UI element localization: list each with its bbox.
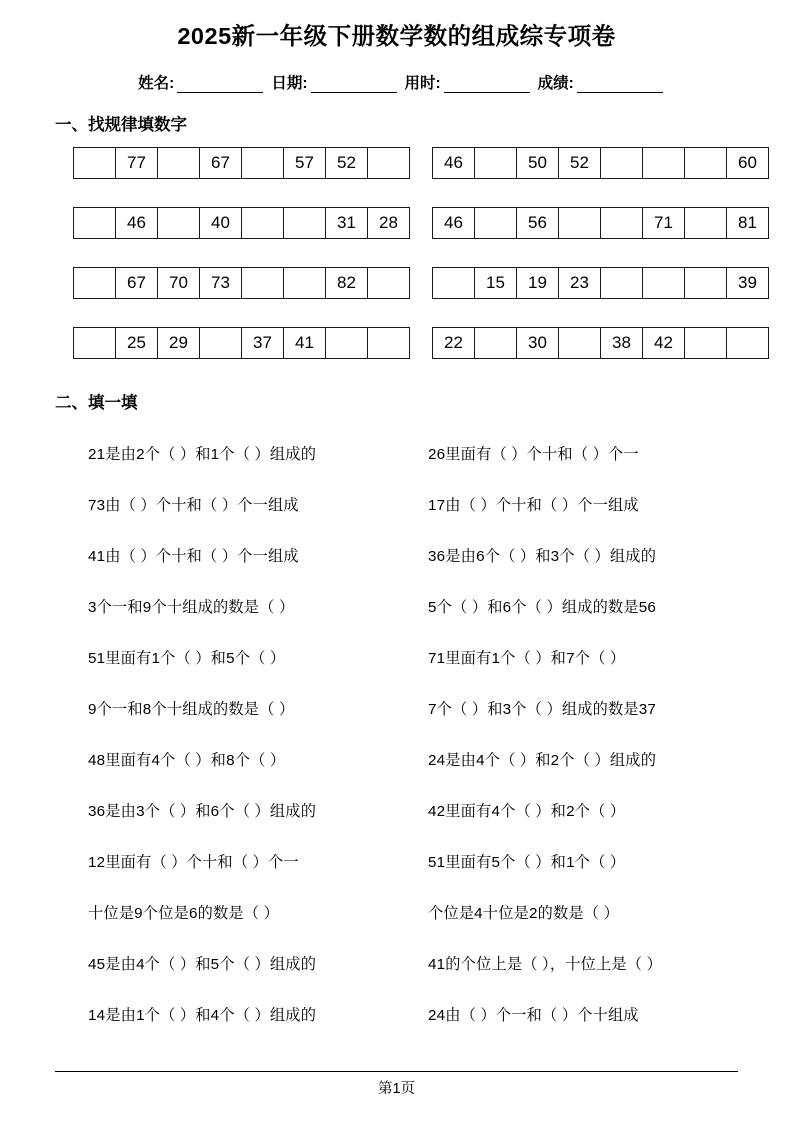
grid-cell[interactable] bbox=[685, 148, 727, 179]
grid-cell[interactable] bbox=[727, 328, 769, 359]
grid-spacer bbox=[410, 207, 432, 239]
info-blank-score[interactable] bbox=[577, 78, 663, 93]
grid-cell[interactable]: 56 bbox=[517, 208, 559, 239]
grid-cell[interactable] bbox=[559, 208, 601, 239]
grid-cell[interactable] bbox=[643, 148, 685, 179]
grid-cell[interactable]: 46 bbox=[116, 208, 158, 239]
grid-cell[interactable] bbox=[601, 208, 643, 239]
section-heading-find-pattern: 一、找规律填数字 bbox=[55, 116, 187, 135]
grid-cell[interactable]: 15 bbox=[475, 268, 517, 299]
fill-in-item[interactable]: 17由（ ）个十和（ ）个一组成 bbox=[428, 497, 639, 515]
grid-cell[interactable]: 52 bbox=[559, 148, 601, 179]
grid-cell[interactable] bbox=[200, 328, 242, 359]
number-table-4-right bbox=[432, 327, 769, 359]
grid-cell[interactable] bbox=[475, 208, 517, 239]
grid-row-2 bbox=[0, 207, 793, 239]
fill-in-item[interactable]: 42里面有4个（ ）和2个（ ） bbox=[428, 803, 626, 821]
grid-cell[interactable]: 19 bbox=[517, 268, 559, 299]
grid-spacer bbox=[410, 327, 432, 359]
info-label-time-used: 用时: bbox=[404, 75, 441, 93]
fill-in-item[interactable]: 个位是4十位是2的数是（ ） bbox=[428, 905, 619, 923]
fill-in-item[interactable]: 45是由4个（ ）和5个（ ）组成的 bbox=[88, 956, 317, 974]
grid-cell[interactable] bbox=[559, 328, 601, 359]
grid-cell[interactable]: 29 bbox=[158, 328, 200, 359]
fill-in-item[interactable]: 7个（ ）和3个（ ）组成的数是37 bbox=[428, 701, 657, 719]
grid-cell[interactable]: 38 bbox=[601, 328, 643, 359]
number-table-3-right bbox=[432, 267, 769, 299]
fill-in-item[interactable]: 26里面有（ ）个十和（ ）个一 bbox=[428, 446, 639, 464]
grid-cell[interactable] bbox=[242, 208, 284, 239]
grid-cell[interactable] bbox=[74, 328, 116, 359]
fill-in-item[interactable]: 36是由6个（ ）和3个（ ）组成的 bbox=[428, 548, 657, 566]
grid-cell[interactable] bbox=[475, 328, 517, 359]
grid-cell[interactable]: 37 bbox=[242, 328, 284, 359]
grid-cell[interactable] bbox=[433, 268, 475, 299]
grid-cell[interactable]: 22 bbox=[433, 328, 475, 359]
fill-in-item[interactable]: 21是由2个（ ）和1个（ ）组成的 bbox=[88, 446, 317, 464]
info-blank-time-used[interactable] bbox=[444, 78, 530, 93]
info-field-date bbox=[271, 71, 396, 93]
fill-in-item[interactable]: 24由（ ）个一和（ ）个十组成 bbox=[428, 1007, 639, 1025]
grid-cell[interactable]: 25 bbox=[116, 328, 158, 359]
fill-in-item[interactable]: 73由（ ）个十和（ ）个一组成 bbox=[88, 497, 299, 515]
grid-cell[interactable] bbox=[158, 208, 200, 239]
info-label-date: 日期: bbox=[271, 75, 308, 93]
grid-cell[interactable]: 81 bbox=[727, 208, 769, 239]
info-field-score bbox=[538, 71, 663, 93]
fill-in-item[interactable]: 12里面有（ ）个十和（ ）个一 bbox=[88, 854, 299, 872]
grid-cell[interactable] bbox=[284, 268, 326, 299]
grid-cell[interactable]: 23 bbox=[559, 268, 601, 299]
grid-cell[interactable] bbox=[326, 328, 368, 359]
fill-in-questions bbox=[0, 429, 793, 1041]
grid-cell[interactable] bbox=[643, 268, 685, 299]
grid-row-1 bbox=[0, 147, 793, 179]
grid-cell[interactable]: 52 bbox=[326, 148, 368, 179]
grid-cell[interactable] bbox=[74, 268, 116, 299]
grid-cell[interactable]: 30 bbox=[517, 328, 559, 359]
fill-in-item[interactable]: 36是由3个（ ）和6个（ ）组成的 bbox=[88, 803, 317, 821]
grid-cell[interactable] bbox=[685, 268, 727, 299]
grid-spacer bbox=[410, 147, 432, 179]
page-number-label: 第1页 bbox=[377, 1081, 416, 1097]
grid-cell[interactable] bbox=[475, 148, 517, 179]
fill-in-column-left bbox=[88, 429, 428, 1041]
grid-spacer bbox=[410, 267, 432, 299]
grid-cell[interactable]: 57 bbox=[284, 148, 326, 179]
fill-in-item[interactable]: 71里面有1个（ ）和7个（ ） bbox=[428, 650, 626, 668]
fill-in-item[interactable]: 3个一和9个十组成的数是（ ） bbox=[88, 599, 295, 617]
fill-in-item[interactable]: 14是由1个（ ）和4个（ ）组成的 bbox=[88, 1007, 317, 1025]
number-table-4-left bbox=[73, 327, 410, 359]
grid-cell[interactable] bbox=[685, 208, 727, 239]
grid-cell[interactable] bbox=[158, 148, 200, 179]
grid-cell[interactable] bbox=[685, 328, 727, 359]
number-table-2-left bbox=[73, 207, 410, 239]
grid-cell[interactable]: 39 bbox=[727, 268, 769, 299]
grid-cell[interactable]: 31 bbox=[326, 208, 368, 239]
fill-in-item[interactable]: 十位是9个位是6的数是（ ） bbox=[88, 905, 279, 923]
info-label-score: 成绩: bbox=[537, 75, 574, 93]
grid-cell[interactable] bbox=[242, 148, 284, 179]
number-table-2-right bbox=[432, 207, 769, 239]
grid-cell[interactable]: 41 bbox=[284, 328, 326, 359]
number-table-1-right bbox=[432, 147, 769, 179]
grid-cell[interactable]: 70 bbox=[158, 268, 200, 299]
grid-cell[interactable]: 77 bbox=[116, 148, 158, 179]
grid-cell[interactable]: 71 bbox=[643, 208, 685, 239]
grid-cell[interactable]: 73 bbox=[200, 268, 242, 299]
grid-cell[interactable]: 46 bbox=[433, 148, 475, 179]
grid-cell[interactable] bbox=[368, 268, 410, 299]
number-table-3-left bbox=[73, 267, 410, 299]
fill-in-item[interactable]: 48里面有4个（ ）和8个（ ） bbox=[88, 752, 286, 770]
grid-cell[interactable] bbox=[601, 148, 643, 179]
fill-in-item[interactable]: 51里面有5个（ ）和1个（ ） bbox=[428, 854, 626, 872]
grid-cell[interactable]: 28 bbox=[368, 208, 410, 239]
grid-cell[interactable] bbox=[368, 328, 410, 359]
grid-row-4 bbox=[0, 327, 793, 359]
page-footer bbox=[55, 1071, 738, 1098]
fill-in-item[interactable]: 51里面有1个（ ）和5个（ ） bbox=[88, 650, 286, 668]
grid-cell[interactable] bbox=[601, 268, 643, 299]
grid-cell[interactable] bbox=[242, 268, 284, 299]
grid-cell[interactable]: 67 bbox=[200, 148, 242, 179]
info-field-name bbox=[138, 71, 263, 93]
fill-in-item[interactable]: 41的个位上是（ ），十位上是（ ） bbox=[428, 956, 662, 974]
info-blank-date[interactable] bbox=[311, 78, 397, 93]
grid-cell[interactable] bbox=[74, 148, 116, 179]
grid-cell[interactable] bbox=[74, 208, 116, 239]
fill-in-item[interactable]: 24是由4个（ ）和2个（ ）组成的 bbox=[428, 752, 657, 770]
info-blank-name[interactable] bbox=[177, 78, 263, 93]
grid-cell[interactable]: 60 bbox=[727, 148, 769, 179]
fill-in-item[interactable]: 41由（ ）个十和（ ）个一组成 bbox=[88, 548, 299, 566]
grid-cell[interactable] bbox=[368, 148, 410, 179]
section-heading-fill-in: 二、填一填 bbox=[55, 394, 138, 413]
info-label-name: 姓名: bbox=[138, 75, 175, 93]
info-field-time-used bbox=[405, 71, 530, 93]
number-table-1-left bbox=[73, 147, 410, 179]
student-info-line bbox=[0, 71, 793, 93]
grid-cell[interactable]: 67 bbox=[116, 268, 158, 299]
grid-cell[interactable]: 40 bbox=[200, 208, 242, 239]
grid-cell[interactable]: 82 bbox=[326, 268, 368, 299]
grid-row-3 bbox=[0, 267, 793, 299]
fill-in-item[interactable]: 5个（ ）和6个（ ）组成的数是56 bbox=[428, 599, 657, 617]
grid-cell[interactable]: 50 bbox=[517, 148, 559, 179]
grid-cell[interactable]: 46 bbox=[433, 208, 475, 239]
page-title: 2025新一年级下册数学数的组成综专项卷 bbox=[177, 23, 616, 49]
grid-cell[interactable]: 42 bbox=[643, 328, 685, 359]
fill-in-column-right bbox=[428, 429, 662, 1041]
grid-cell[interactable] bbox=[284, 208, 326, 239]
fill-in-item[interactable]: 9个一和8个十组成的数是（ ） bbox=[88, 701, 295, 719]
number-pattern-grids bbox=[0, 147, 793, 359]
